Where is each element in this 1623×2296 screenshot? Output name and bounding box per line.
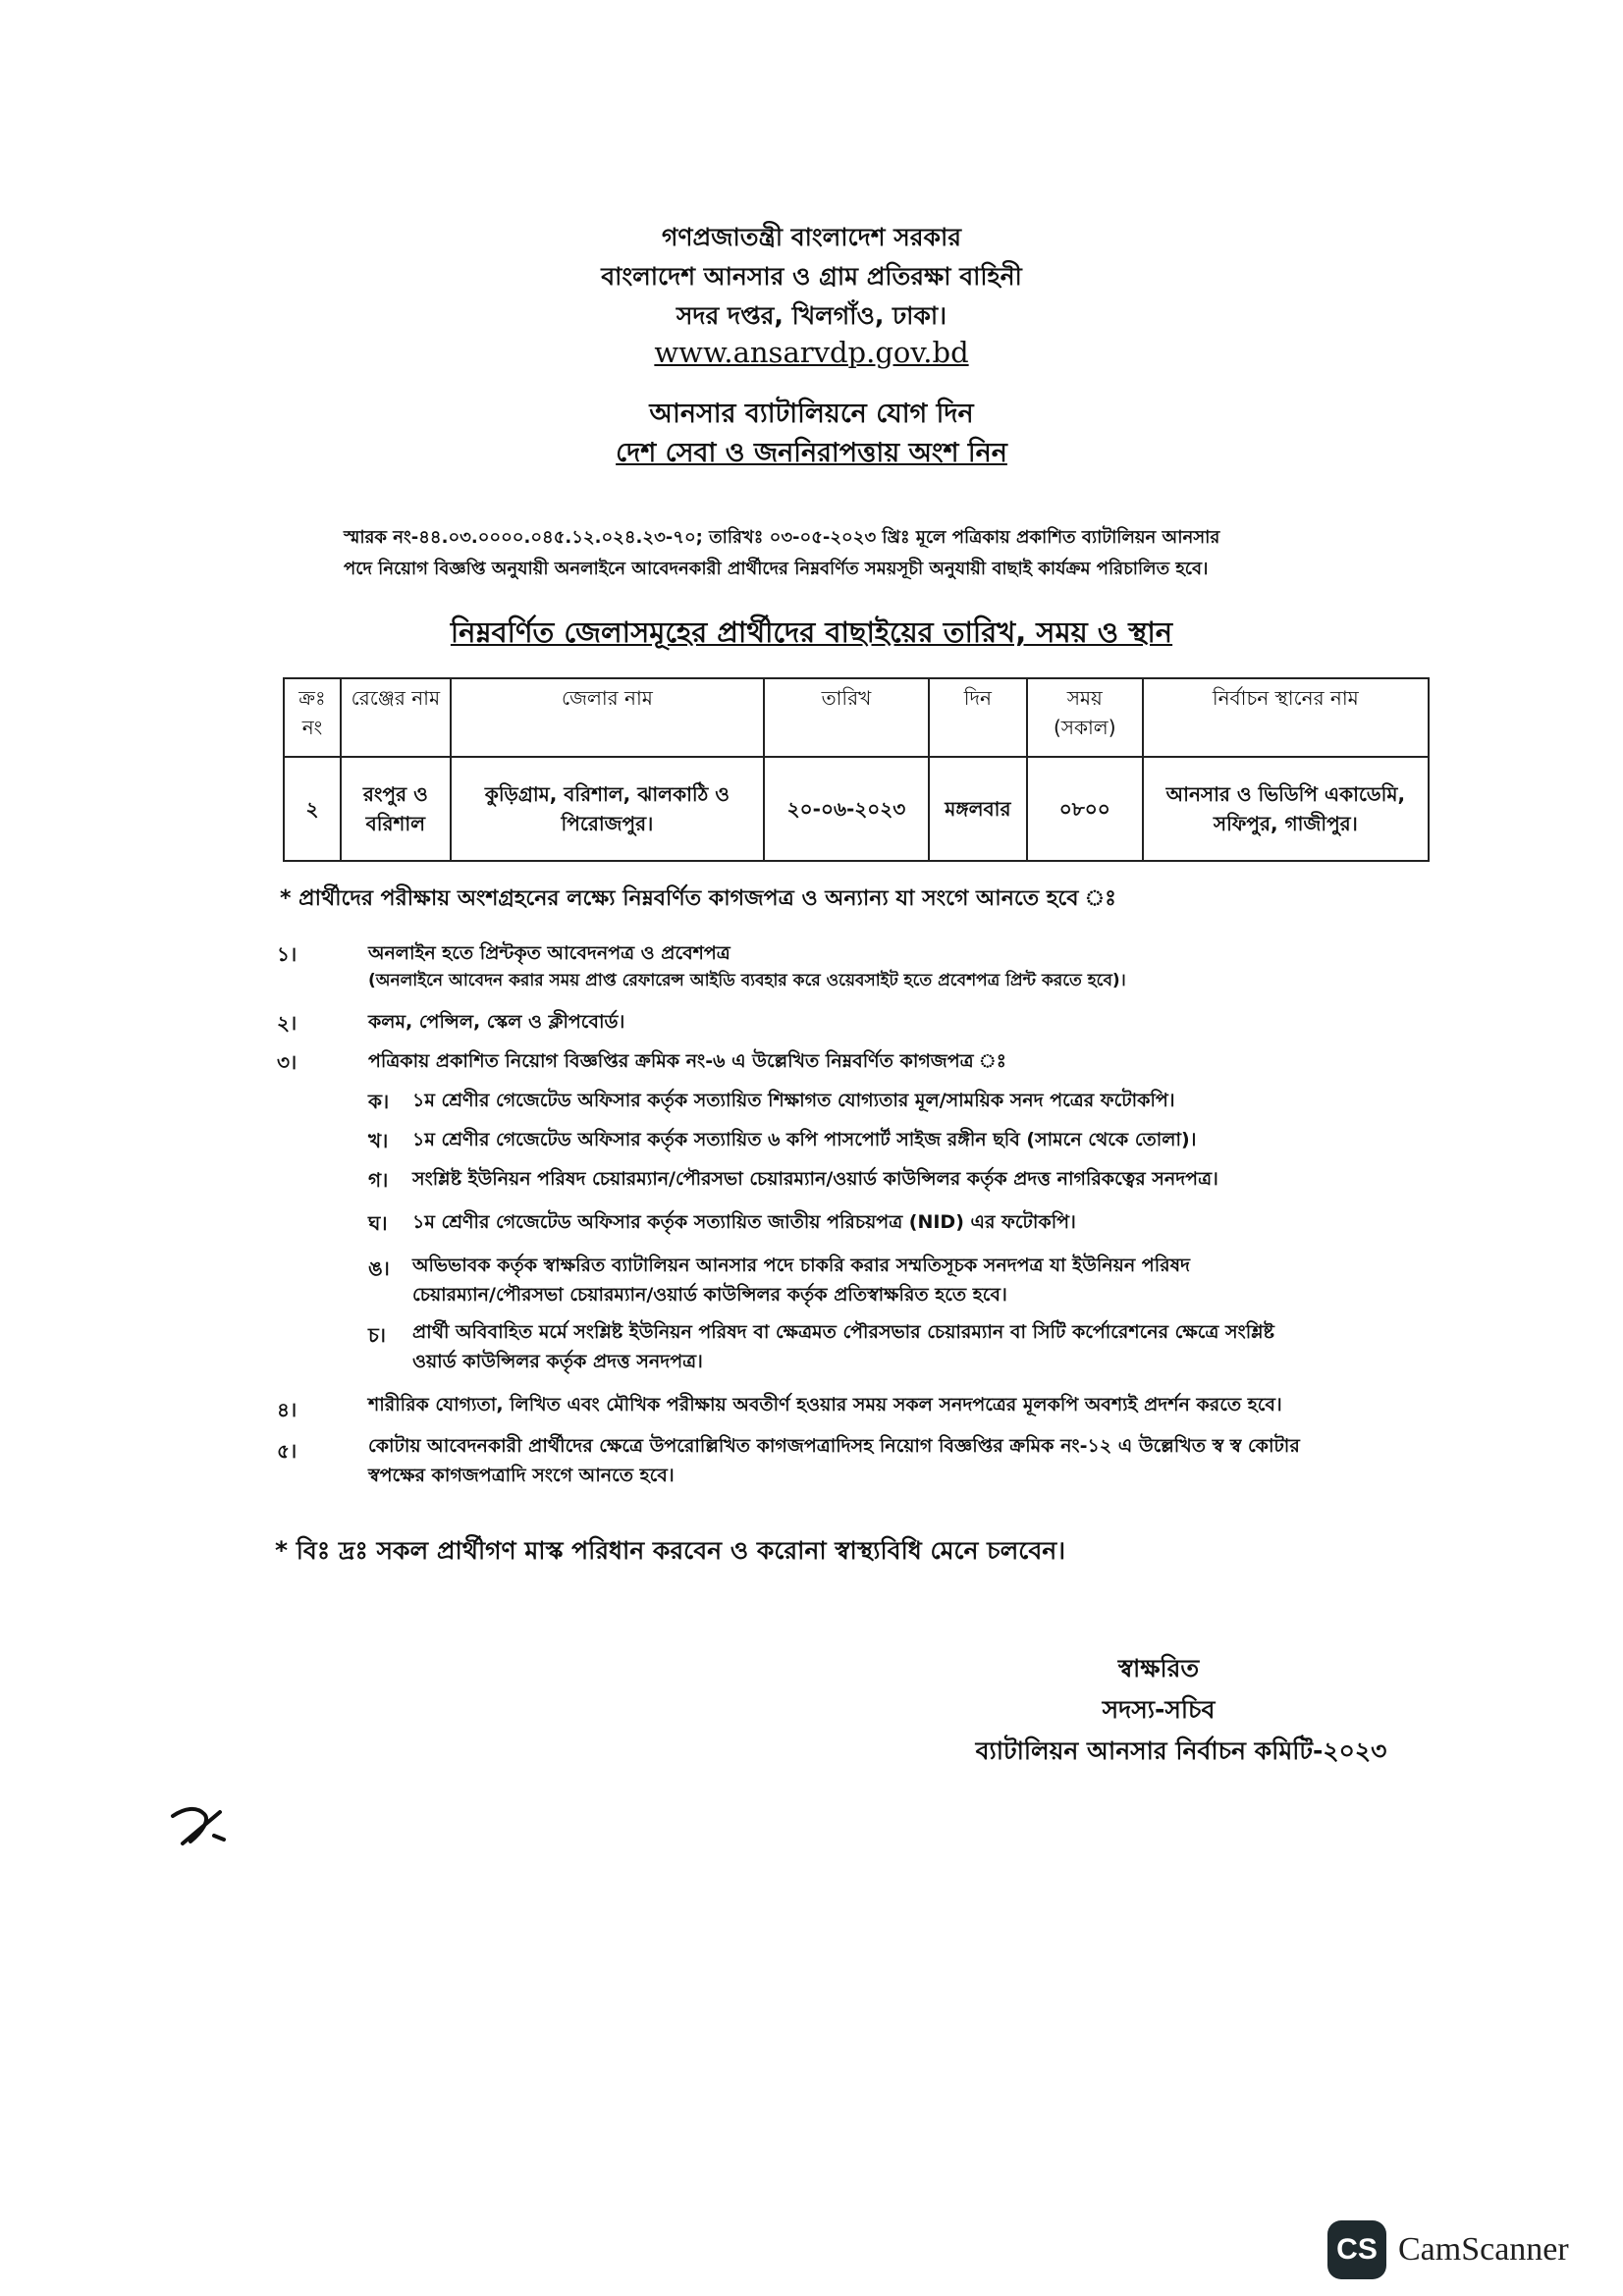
sub-gha-number: ঘ। [368,1211,388,1235]
header-organization: বাংলাদেশ আনসার ও গ্রাম প্রতিরক্ষা বাহিনী [601,262,1022,291]
sub-kha-number: খ। [368,1129,389,1152]
camscanner-name: CamScanner [1398,2231,1569,2268]
slogan-line1: আনসার ব্যাটালিয়নে যোগ দিন [649,399,974,429]
schedule-table [283,677,1430,862]
sub-uma-line2: চেয়ারম্যান/পৌরসভা চেয়ারম্যান/ওয়ার্ড কাউন্সিলর কর্তৃক প্রতিস্বাক্ষরিত হতে হবে। [412,1284,1007,1306]
item4-number: ৪। [277,1398,298,1421]
item3-text: পত্রিকায় প্রকাশিত নিয়োগ বিজ্ঞপ্তির ক্রমিক নং-৬ এ উল্লেখিত নিম্নবর্ণিত কাগজপত্র ঃ [368,1050,1006,1072]
sub-ga-number: গ। [368,1168,389,1192]
item4-text: শারীরিক যোগ্যতা, লিখিত এবং মৌখিক পরীক্ষায় অবতীর্ণ হওয়ার সময় সকল সনদপত্রের মূলকপি অবশ্যই প্রদর্শন করতে হবে। [368,1394,1282,1415]
table-header-row [284,678,1429,757]
item2-text: কলম, পেন্সিল, স্কেল ও ক্লীপবোর্ড। [368,1011,625,1033]
cell-venue: আনসার ও ভিডিপি একাডেমি, সফিপুর, গাজীপুর। [1143,757,1429,861]
schedule-title: নিম্নবর্ণিত জেলাসমূহের প্রার্থীদের বাছাইয়ের তারিখ, সময় ও স্থান [450,615,1173,649]
header-address: সদর দপ্তর, খিলগাঁও, ঢাকা। [676,301,947,330]
item5-line1: কোটায় আবেদনকারী প্রার্থীদের ক্ষেত্রে উপরোল্লিখিত কাগজপত্রাদিসহ নিয়োগ বিজ্ঞপ্তির ক্রমিক নং-১২ এ উল্লেখিত স্ব স্ব কোটার [368,1435,1300,1457]
camscanner-watermark [1327,2220,1569,2279]
table-row [284,757,1429,861]
cell-range: রংপুর ও বরিশাল [341,757,451,861]
header-date: তারিখ [764,678,929,757]
memo-paragraph [344,522,1355,585]
memo-line2: পদে নিয়োগ বিজ্ঞপ্তি অনুযায়ী অনলাইনে আবেদনকারী প্রার্থীদের নিম্নবর্ণিত সময়সূচী অনুযায়ী বাছাই কার্যক্রম পরিচালিত হবে। [344,559,1209,579]
sub-ka-text: ১ম শ্রেণীর গেজেটেড অফিসার কর্তৃক সত্যায়িত শিক্ষাগত যোগ্যতার মূল/সাময়িক সনদ পত্রের ফটোকপি। [412,1090,1175,1111]
camscanner-logo-icon: CS [1327,2220,1386,2279]
item1-text: অনলাইন হতে প্রিন্টকৃত আবেদনপত্র ও প্রবেশপত্র [368,942,730,964]
sub-ka-number: ক। [368,1090,390,1113]
sub-gha-text: ১ম শ্রেণীর গেজেটেড অফিসার কর্তৃক সত্যায়িত জাতীয় পরিচয়পত্র (NID) এর ফটোকপি। [412,1211,1076,1233]
sub-cha-number: চ। [368,1323,386,1347]
item1-subtext: (অনলাইনে আবেদন করার সময় প্রাপ্ত রেফারেন্স আইডি ব্যবহার করে ওয়েবসাইট হতে প্রবেশপত্র প্রিন্ট করতে হবে)। [368,971,1126,990]
cell-day: মঙ্গলবার [929,757,1027,861]
sub-uma-line1: অভিভাবক কর্তৃক স্বাক্ষরিত ব্যাটালিয়ন আনসার পদে চাকরি করার সম্মতিসূচক সনদপত্র যা ইউনিয়ন পরিষদ [412,1255,1191,1276]
cell-serial: ২ [284,757,341,861]
header-url-wrap [0,336,1623,369]
sub-cha-line2: ওয়ার্ড কাউন্সিলর কর্তৃক প্রদত্ত সনদপত্র। [412,1351,703,1372]
slogan-line2: দেশ সেবা ও জননিরাপত্তায় অংশ নিন [616,438,1007,468]
header-day: দিন [929,678,1027,757]
item5-line2: স্বপক্ষের কাগজপত্রাদি সংগে আনতে হবে। [368,1465,675,1486]
sub-ga-text: সংশ্লিষ্ট ইউনিয়ন পরিষদ চেয়ারম্যান/পৌরসভা চেয়ারম্যান/ওয়ার্ড কাউন্সিলর কর্তৃক প্রদত্ত নাগরিকত্বের সনদপত্র। [412,1168,1218,1190]
header-district: জেলার নাম [451,678,764,757]
cell-district: কুড়িগ্রাম, বরিশাল, ঝালকাঠি ও পিরোজপুর। [451,757,764,861]
cell-time: ০৮০০ [1027,757,1143,861]
sub-uma-number: ঙ। [368,1256,390,1280]
header-range: রেঞ্জের নাম [341,678,451,757]
item1-number: ১। [277,942,298,966]
item3-number: ৩। [277,1050,298,1074]
header-serial: ক্রঃ নং [284,678,341,757]
memo-line1: স্মারক নং-৪৪.০৩.০০০০.০৪৫.১২.০২৪.২৩-৭০; তারিখঃ ০৩-০৫-২০২৩ খ্রিঃ মূলে পত্রিকায় প্রকাশিত ব্যাটালিয়ন আনসার [344,527,1220,548]
item5-number: ৫। [277,1439,298,1463]
item2-number: ২। [277,1011,298,1035]
sub-cha-line1: প্রার্থী অবিবাহিত মর্মে সংশ্লিষ্ট ইউনিয়ন পরিষদ বা ক্ষেত্রমত পৌরসভার চেয়ারম্যান বা সিটি কর্পোরেশনের ক্ষেত্রে সংশ্লিষ্ট [412,1321,1274,1343]
header-venue: নির্বাচন স্থানের নাম [1143,678,1429,757]
requirements-title: * প্রার্থীদের পরীক্ষায় অংশগ্রহনের লক্ষ্যে নিম্নবর্ণিত কাগজপত্র ও অন্যান্য যা সংগে আনতে হবে ঃ [280,886,1116,911]
signature-designation: সদস্য-সচিব [1102,1695,1216,1724]
cell-date: ২০-০৬-২০২৩ [764,757,929,861]
handwritten-mark-icon [165,1796,234,1855]
signature-signed: স্বাক্ষরিত [1117,1654,1200,1682]
website-link[interactable]: www.ansarvdp.gov.bd [654,336,969,369]
covid-note: * বিঃ দ্রঃ সকল প্রার্থীগণ মাস্ক পরিধান করবেন ও করোনা স্বাস্থ্যবিধি মেনে চলবেন। [275,1536,1066,1565]
signature-committee: ব্যাটালিয়ন আনসার নির্বাচন কমিটি-২০২৩ [975,1736,1387,1765]
header-government: গণপ্রজাতন্ত্রী বাংলাদেশ সরকার [662,223,961,251]
sub-kha-text: ১ম শ্রেণীর গেজেটেড অফিসার কর্তৃক সত্যায়িত ৬ কপি পাসপোর্ট সাইজ রঙ্গীন ছবি (সামনে থেকে তোলা)। [412,1129,1197,1150]
header-time: সময় (সকাল) [1027,678,1143,757]
